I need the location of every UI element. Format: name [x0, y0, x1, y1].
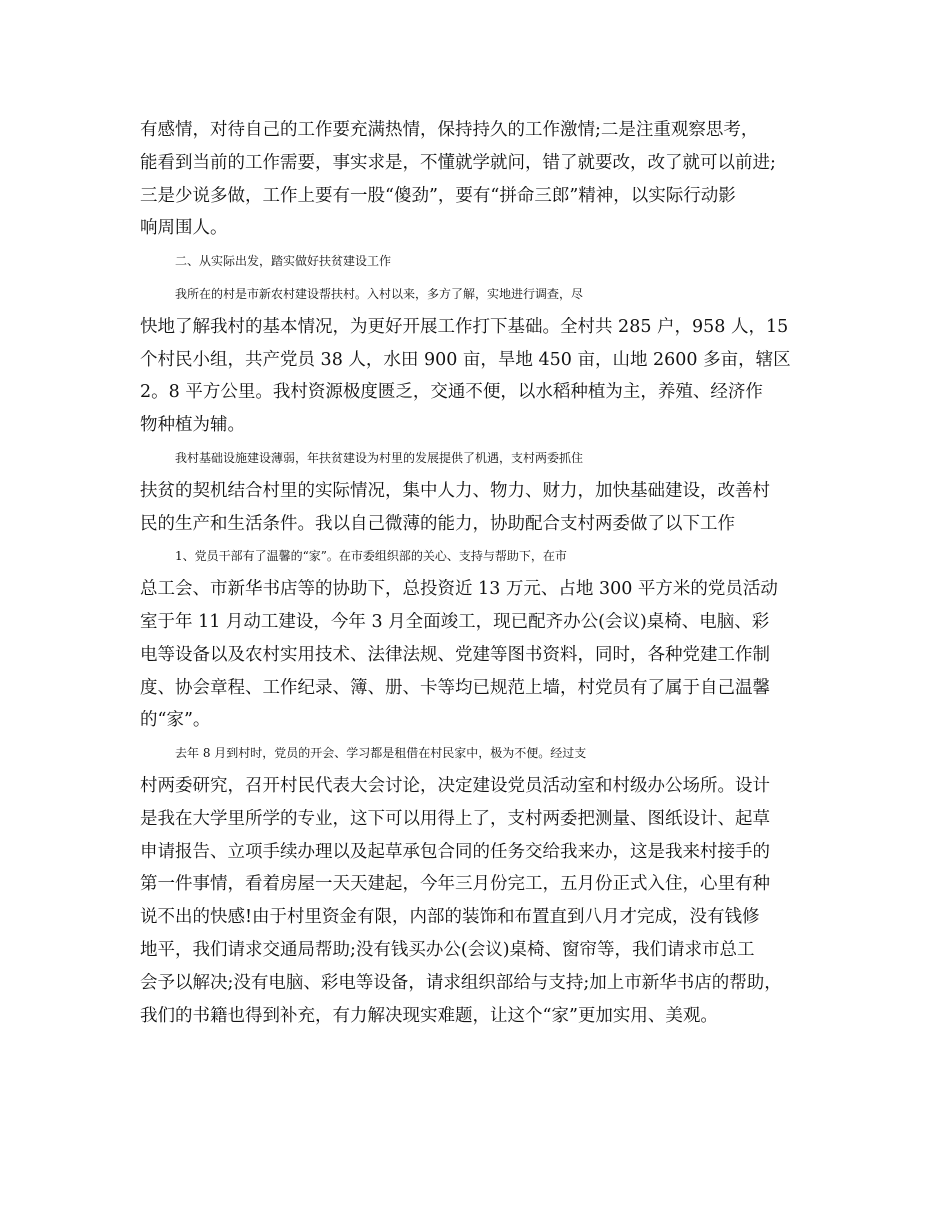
document-body — [140, 114, 812, 1032]
text-line: 地平，我们请求交通局帮助;没有钱买办公(会议)桌椅、窗帘等，我们请求市总工 — [140, 939, 755, 960]
paragraph — [140, 114, 812, 245]
paragraph — [140, 245, 812, 278]
paragraph — [140, 737, 812, 1032]
text-line: 二、从实际出发，踏实做好扶贫建设工作 — [175, 254, 392, 269]
text-line: 是我在大学里所学的专业，这下可以用得上了，支村两委把测量、图纸设计、起草 — [140, 808, 770, 829]
text-line: 去年 8 月到村时，党员的开会、学习都是租借在村民家中，极为不便。经过支 — [175, 746, 587, 761]
text-line: 物种植为辅。 — [140, 415, 245, 436]
text-line: 扶贫的契机结合村里的实际情况，集中人力、物力、财力，加快基础建设，改善村 — [140, 480, 770, 501]
text-line: 个村民小组，共产党员 38 人，水田 900 亩，旱地 450 亩，山地 2600 多亩，辖区 — [140, 349, 791, 370]
text-line: 的“家”。 — [140, 710, 211, 731]
text-line: 村两委研究，召开村民代表大会讨论，决定建设党员活动室和村级办公场所。设计 — [140, 775, 770, 796]
text-line: 快地了解我村的基本情况，为更好开展工作打下基础。全村共 285 户，958 人，15 — [140, 316, 789, 337]
text-line: 申请报告、立项手续办理以及起草承包合同的任务交给我来办，这是我来村接手的 — [140, 841, 770, 862]
text-line: 响周围人。 — [140, 218, 228, 239]
text-line: 会予以解决;没有电脑、彩电等设备，请求组织部给与支持;加上市新华书店的帮助， — [140, 972, 782, 993]
text-line: 我村基础设施建设薄弱，年扶贫建设为村里的发展提供了机遇，支村两委抓住 — [175, 450, 584, 465]
text-line: 我所在的村是市新农村建设帮扶村。入村以来，多方了解，实地进行调查，尽 — [175, 286, 584, 301]
paragraph — [140, 442, 812, 540]
text-line: 总工会、市新华书店等的协助下，总投资近 13 万元、占地 300 平方米的党员活动 — [140, 579, 778, 600]
text-line: 室于年 11 月动工建设，今年 3 月全面竣工，现已配齐办公(会议)桌椅、电脑、彩 — [140, 611, 770, 632]
paragraph — [140, 540, 812, 737]
text-line: 三是少说多做，工作上要有一股“傻劲”，要有“拼命三郎”精神，以实际行动影 — [140, 185, 736, 206]
text-line: 说不出的快感!由于村里资金有限，内部的装饰和布置直到八月才完成，没有钱修 — [140, 907, 760, 928]
text-line: 能看到当前的工作需要，事实求是，不懂就学就问，错了就要改，改了就可以前进; — [140, 152, 776, 173]
text-line: 1、党员干部有了温馨的“家”。在市委组织部的关心、支持与帮助下，在市 — [175, 549, 567, 564]
text-line: 有感情，对待自己的工作要充满热情，保持持久的工作激情;二是注重观察思考， — [140, 120, 759, 140]
text-line: 2。8 平方公里。我村资源极度匮乏，交通不便，以水稻种植为主，养殖、经济作 — [140, 382, 763, 403]
text-line: 民的生产和生活条件。我以自己微薄的能力，协助配合支村两委做了以下工作 — [140, 513, 735, 534]
text-line: 第一件事情，看着房屋一天天建起，今年三月份完工，五月份正式入住，心里有种 — [140, 874, 770, 895]
text-line: 我们的书籍也得到补充，有力解决现实难题，让这个“家”更加实用、美观。 — [140, 1005, 718, 1026]
text-line: 度、协会章程、工作纪录、簿、册、卡等均已规范上墙，村党员有了属于自己温馨 — [140, 677, 770, 698]
paragraph — [140, 278, 812, 442]
text-line: 电等设备以及农村实用技术、法律法规、党建等图书资料，同时，各种党建工作制 — [140, 644, 770, 665]
